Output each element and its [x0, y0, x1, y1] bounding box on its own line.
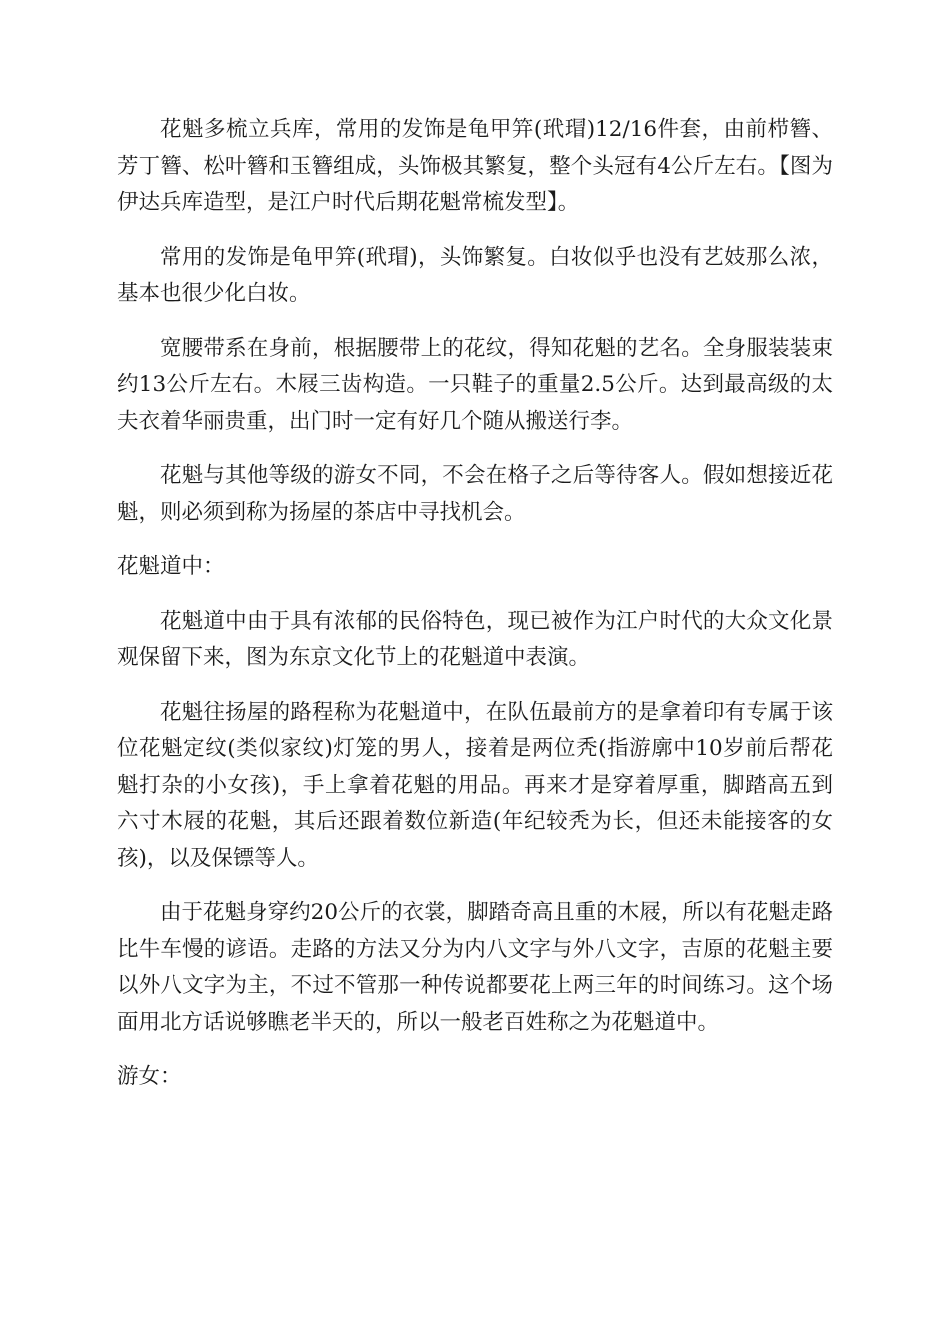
section-heading-oiran-dochu: 花魁道中： — [117, 554, 225, 579]
paragraph-walking-style: 由于花魁身穿约20公斤的衣裳，脚踏奇高且重的木屐，所以有花魁走路比牛车慢的谚语。走路的方法又分为内八文字与外八文字，吉原的花魁主要以外八文字为主，不过不管那一种传说都要花上两三年的时间练习。这个场面用北方话说够瞧老半天的，所以一般老百姓称之为花魁道中。 — [117, 900, 833, 1035]
paragraph-procession: 花魁往扬屋的路程称为花魁道中，在队伍最前方的是拿着印有专属于该位花魁定纹(类似家纹)灯笼的男人，接着是两位秃(指游廓中10岁前后帮花魁打杂的小女孩)，手上拿着花魁的用品。再来才是穿着厚重，脚踏高五到六寸木屐的花魁，其后还跟着数位新造(年纪较秃为长，但还未能接客的女孩)，以及保镖等人。 — [117, 699, 833, 871]
document-body — [117, 112, 833, 1114]
paragraph-hair-ornaments: 花魁多梳立兵库，常用的发饰是龟甲笄(玳瑁)12/16件套，由前栉簪、芳丁簪、松叶簪和玉簪组成，头饰极其繁复，整个头冠有4公斤左右。【图为伊达兵库造型，是江户时代后期花魁常梳发型】。 — [117, 117, 833, 215]
section-heading-yujo: 游女： — [117, 1064, 182, 1089]
paragraph-folk-culture: 花魁道中由于具有浓郁的民俗特色，现已被作为江户时代的大众文化景观保留下来，图为东京文化节上的花魁道中表演。 — [117, 608, 833, 670]
paragraph-hair-makeup: 常用的发饰是龟甲笄(玳瑁)，头饰繁复。白妆似乎也没有艺妓那么浓，基本也很少化白妆。 — [117, 244, 833, 306]
paragraph-belt-clothing: 宽腰带系在身前，根据腰带上的花纹，得知花魁的艺名。全身服装装束约13公斤左右。木屐三齿构造。一只鞋子的重量2.5公斤。达到最高级的太夫衣着华丽贵重，出门时一定有好几个随从搬送行李。 — [117, 335, 833, 434]
paragraph-meeting-oiran: 花魁与其他等级的游女不同，不会在格子之后等待客人。假如想接近花魁，则必须到称为扬屋的茶店中寻找机会。 — [117, 463, 833, 525]
